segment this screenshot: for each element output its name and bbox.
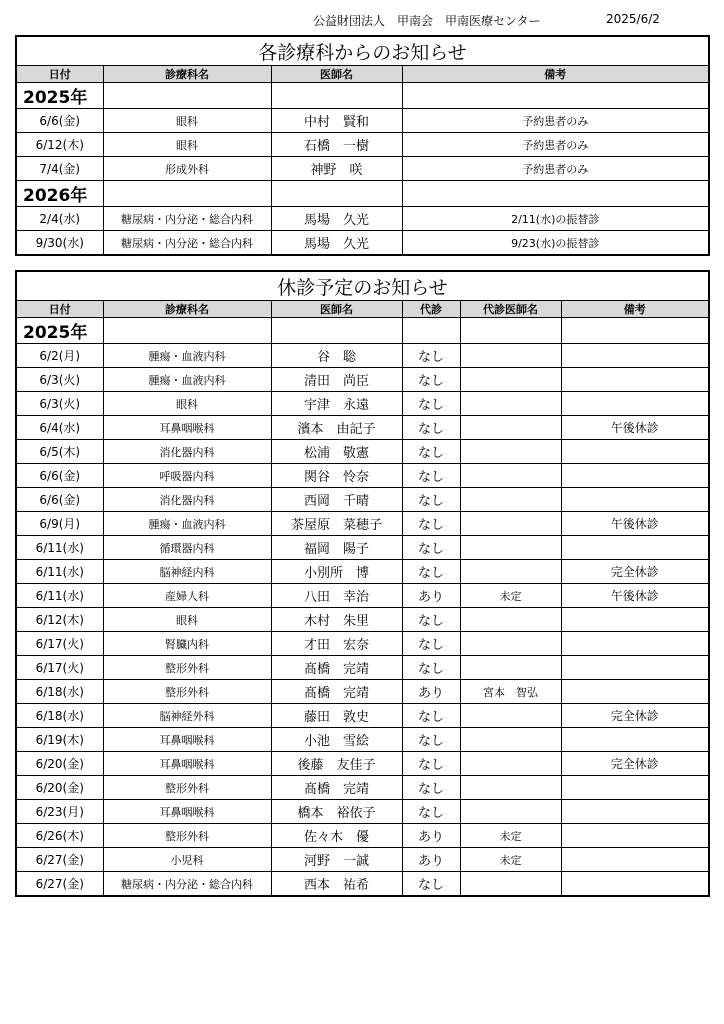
doctor-cell: 谷 聡 [271, 344, 402, 368]
column-header-doctor: 医師名 [271, 66, 402, 83]
substitute-cell: なし [402, 368, 460, 392]
substitute-cell: なし [402, 704, 460, 728]
date-cell: 6/23(月) [16, 800, 103, 824]
doctor-cell: 清田 尚臣 [271, 368, 402, 392]
note-cell [561, 368, 709, 392]
table-row [16, 656, 709, 680]
department-cell: 耳鼻咽喉科 [103, 728, 271, 752]
year-label: 2026年 [16, 181, 103, 207]
table-row [16, 560, 709, 584]
department-cell: 脳神経内科 [103, 560, 271, 584]
doctor-cell: 橋本 裕依子 [271, 800, 402, 824]
substitute-doctor-cell [460, 776, 561, 800]
table-row [16, 512, 709, 536]
date-cell: 6/3(火) [16, 368, 103, 392]
date-cell: 6/9(月) [16, 512, 103, 536]
substitute-cell: なし [402, 776, 460, 800]
department-cell: 腫瘍・血液内科 [103, 512, 271, 536]
date-cell: 6/2(月) [16, 344, 103, 368]
table-row [16, 800, 709, 824]
note-cell [561, 536, 709, 560]
note-cell: 2/11(水)の振替診 [402, 207, 709, 231]
schedule-changes-title: 各診療科からのお知らせ [16, 36, 709, 66]
organization-name: 公益財団法人 甲南会 甲南医療センター [313, 14, 541, 28]
column-header-note: 備考 [561, 301, 709, 318]
note-cell [561, 824, 709, 848]
department-cell: 耳鼻咽喉科 [103, 800, 271, 824]
date-cell: 6/3(火) [16, 392, 103, 416]
substitute-cell: なし [402, 416, 460, 440]
date-cell: 6/6(金) [16, 464, 103, 488]
substitute-doctor-cell [460, 440, 561, 464]
date-cell: 6/20(金) [16, 776, 103, 800]
year-label: 2025年 [16, 318, 103, 344]
table-row [16, 848, 709, 872]
substitute-doctor-cell [460, 704, 561, 728]
department-cell: 糖尿病・内分泌・総合内科 [103, 231, 271, 256]
doctor-cell: 髙橋 完靖 [271, 680, 402, 704]
department-cell: 腫瘍・血液内科 [103, 368, 271, 392]
substitute-cell: あり [402, 680, 460, 704]
note-cell [561, 392, 709, 416]
table-row [16, 752, 709, 776]
department-cell: 整形外科 [103, 656, 271, 680]
column-header-department: 診療科名 [103, 66, 271, 83]
doctor-cell: 神野 咲 [271, 157, 402, 181]
note-cell: 完全休診 [561, 704, 709, 728]
substitute-cell: なし [402, 392, 460, 416]
date-cell: 6/12(木) [16, 608, 103, 632]
doctor-cell: 中村 賢和 [271, 109, 402, 133]
substitute-doctor-cell [460, 344, 561, 368]
department-cell: 腎臓内科 [103, 632, 271, 656]
table-row [16, 824, 709, 848]
note-cell [561, 488, 709, 512]
substitute-doctor-cell [460, 656, 561, 680]
note-cell: 完全休診 [561, 560, 709, 584]
doctor-cell: 小池 雪絵 [271, 728, 402, 752]
substitute-cell: なし [402, 752, 460, 776]
doctor-cell: 髙橋 完靖 [271, 776, 402, 800]
department-cell: 眼科 [103, 392, 271, 416]
note-cell: 午後休診 [561, 512, 709, 536]
department-cell: 耳鼻咽喉科 [103, 752, 271, 776]
department-cell: 循環器内科 [103, 536, 271, 560]
doctor-cell: 石橋 一樹 [271, 133, 402, 157]
substitute-cell: あり [402, 824, 460, 848]
substitute-doctor-cell [460, 800, 561, 824]
doctor-cell: 佐々木 優 [271, 824, 402, 848]
substitute-doctor-cell [460, 632, 561, 656]
table-row [16, 608, 709, 632]
note-cell [561, 680, 709, 704]
table-row [16, 231, 709, 256]
substitute-doctor-cell [460, 488, 561, 512]
substitute-cell: なし [402, 464, 460, 488]
table-row [16, 368, 709, 392]
department-cell: 糖尿病・内分泌・総合内科 [103, 207, 271, 231]
substitute-doctor-cell [460, 368, 561, 392]
table-row [16, 207, 709, 231]
date-cell: 9/30(水) [16, 231, 103, 256]
doctor-cell: 才田 宏奈 [271, 632, 402, 656]
column-header-substitute: 代診 [402, 301, 460, 318]
date-cell: 6/18(水) [16, 704, 103, 728]
table-row [16, 728, 709, 752]
department-cell: 耳鼻咽喉科 [103, 416, 271, 440]
note-cell: 予約患者のみ [402, 157, 709, 181]
column-header-note: 備考 [402, 66, 709, 83]
substitute-doctor-cell: 宮本 智弘 [460, 680, 561, 704]
table-row [16, 392, 709, 416]
note-cell [561, 632, 709, 656]
date-cell: 6/17(火) [16, 632, 103, 656]
doctor-cell: 後藤 友佳子 [271, 752, 402, 776]
column-header-date: 日付 [16, 301, 103, 318]
note-cell [561, 848, 709, 872]
substitute-doctor-cell [460, 608, 561, 632]
note-cell: 9/23(水)の振替診 [402, 231, 709, 256]
department-cell: 眼科 [103, 608, 271, 632]
note-cell: 午後休診 [561, 416, 709, 440]
column-header-doctor: 医師名 [271, 301, 402, 318]
date-cell: 6/17(火) [16, 656, 103, 680]
substitute-cell: なし [402, 632, 460, 656]
note-cell: 予約患者のみ [402, 133, 709, 157]
doctor-cell: 藤田 敦史 [271, 704, 402, 728]
table-row [16, 704, 709, 728]
note-cell: 完全休診 [561, 752, 709, 776]
department-cell: 整形外科 [103, 776, 271, 800]
note-cell [561, 464, 709, 488]
table-row [16, 157, 709, 181]
note-cell [561, 776, 709, 800]
substitute-cell: あり [402, 848, 460, 872]
date-cell: 6/26(木) [16, 824, 103, 848]
note-cell [561, 440, 709, 464]
substitute-doctor-cell [460, 560, 561, 584]
substitute-cell: なし [402, 728, 460, 752]
note-cell [561, 800, 709, 824]
substitute-cell: なし [402, 608, 460, 632]
substitute-doctor-cell [460, 416, 561, 440]
department-cell: 消化器内科 [103, 440, 271, 464]
year-row [16, 318, 709, 344]
date-cell: 6/6(金) [16, 488, 103, 512]
table-row [16, 109, 709, 133]
column-header-row [16, 301, 709, 318]
substitute-cell: なし [402, 344, 460, 368]
doctor-cell: 濱本 由記子 [271, 416, 402, 440]
doctor-cell: 西本 祐希 [271, 872, 402, 897]
table-row [16, 488, 709, 512]
substitute-cell: なし [402, 560, 460, 584]
column-header-date: 日付 [16, 66, 103, 83]
doctor-cell: 宇津 永遠 [271, 392, 402, 416]
substitute-cell: なし [402, 872, 460, 897]
substitute-doctor-cell: 未定 [460, 824, 561, 848]
date-cell: 6/11(水) [16, 536, 103, 560]
date-cell: 6/27(金) [16, 872, 103, 897]
table-row [16, 416, 709, 440]
doctor-cell: 馬場 久光 [271, 231, 402, 256]
table-row [16, 776, 709, 800]
substitute-doctor-cell [460, 392, 561, 416]
department-cell: 脳神経外科 [103, 704, 271, 728]
table-row [16, 872, 709, 897]
doctor-cell: 西岡 千晴 [271, 488, 402, 512]
substitute-cell: なし [402, 440, 460, 464]
date-cell: 6/12(木) [16, 133, 103, 157]
substitute-cell: あり [402, 584, 460, 608]
table-row [16, 344, 709, 368]
note-cell [561, 728, 709, 752]
date-cell: 6/19(木) [16, 728, 103, 752]
note-cell [561, 608, 709, 632]
column-header-row [16, 66, 709, 83]
date-cell: 6/11(水) [16, 560, 103, 584]
doctor-cell: 関谷 怜奈 [271, 464, 402, 488]
substitute-doctor-cell [460, 752, 561, 776]
closures-table [15, 270, 710, 897]
table-row [16, 680, 709, 704]
date-cell: 6/4(水) [16, 416, 103, 440]
substitute-cell: なし [402, 800, 460, 824]
note-cell [561, 656, 709, 680]
table-row [16, 133, 709, 157]
closures-title: 休診予定のお知らせ [16, 271, 709, 301]
table-row [16, 584, 709, 608]
department-cell: 眼科 [103, 133, 271, 157]
substitute-doctor-cell [460, 464, 561, 488]
substitute-doctor-cell [460, 536, 561, 560]
department-cell: 腫瘍・血液内科 [103, 344, 271, 368]
date-cell: 7/4(金) [16, 157, 103, 181]
doctor-cell: 松浦 敬憲 [271, 440, 402, 464]
doctor-cell: 八田 幸治 [271, 584, 402, 608]
date-cell: 6/5(木) [16, 440, 103, 464]
department-cell: 消化器内科 [103, 488, 271, 512]
note-cell [561, 872, 709, 897]
note-cell [561, 344, 709, 368]
schedule-changes-table [15, 35, 710, 256]
table-row [16, 440, 709, 464]
date-cell: 6/27(金) [16, 848, 103, 872]
doctor-cell: 木村 朱里 [271, 608, 402, 632]
doctor-cell: 茶屋原 菜穂子 [271, 512, 402, 536]
column-header-substitute-doctor: 代診医師名 [460, 301, 561, 318]
table-row [16, 536, 709, 560]
document-date: 2025/6/2 [606, 12, 660, 26]
date-cell: 6/18(水) [16, 680, 103, 704]
doctor-cell: 髙橋 完靖 [271, 656, 402, 680]
doctor-cell: 小別所 博 [271, 560, 402, 584]
department-cell: 呼吸器内科 [103, 464, 271, 488]
department-cell: 眼科 [103, 109, 271, 133]
column-header-department: 診療科名 [103, 301, 271, 318]
note-cell: 予約患者のみ [402, 109, 709, 133]
substitute-cell: なし [402, 536, 460, 560]
substitute-doctor-cell: 未定 [460, 848, 561, 872]
note-cell: 午後休診 [561, 584, 709, 608]
substitute-cell: なし [402, 656, 460, 680]
substitute-doctor-cell [460, 512, 561, 536]
page-header [0, 12, 724, 32]
department-cell: 整形外科 [103, 680, 271, 704]
date-cell: 2/4(水) [16, 207, 103, 231]
substitute-doctor-cell [460, 872, 561, 897]
department-cell: 糖尿病・内分泌・総合内科 [103, 872, 271, 897]
doctor-cell: 河野 一誠 [271, 848, 402, 872]
year-row [16, 83, 709, 109]
department-cell: 小児科 [103, 848, 271, 872]
doctor-cell: 馬場 久光 [271, 207, 402, 231]
date-cell: 6/20(金) [16, 752, 103, 776]
substitute-cell: なし [402, 512, 460, 536]
department-cell: 産婦人科 [103, 584, 271, 608]
year-row [16, 181, 709, 207]
year-label: 2025年 [16, 83, 103, 109]
date-cell: 6/11(水) [16, 584, 103, 608]
table-row [16, 632, 709, 656]
department-cell: 整形外科 [103, 824, 271, 848]
department-cell: 形成外科 [103, 157, 271, 181]
substitute-doctor-cell [460, 728, 561, 752]
substitute-doctor-cell: 未定 [460, 584, 561, 608]
table-row [16, 464, 709, 488]
doctor-cell: 福岡 陽子 [271, 536, 402, 560]
substitute-cell: なし [402, 488, 460, 512]
date-cell: 6/6(金) [16, 109, 103, 133]
